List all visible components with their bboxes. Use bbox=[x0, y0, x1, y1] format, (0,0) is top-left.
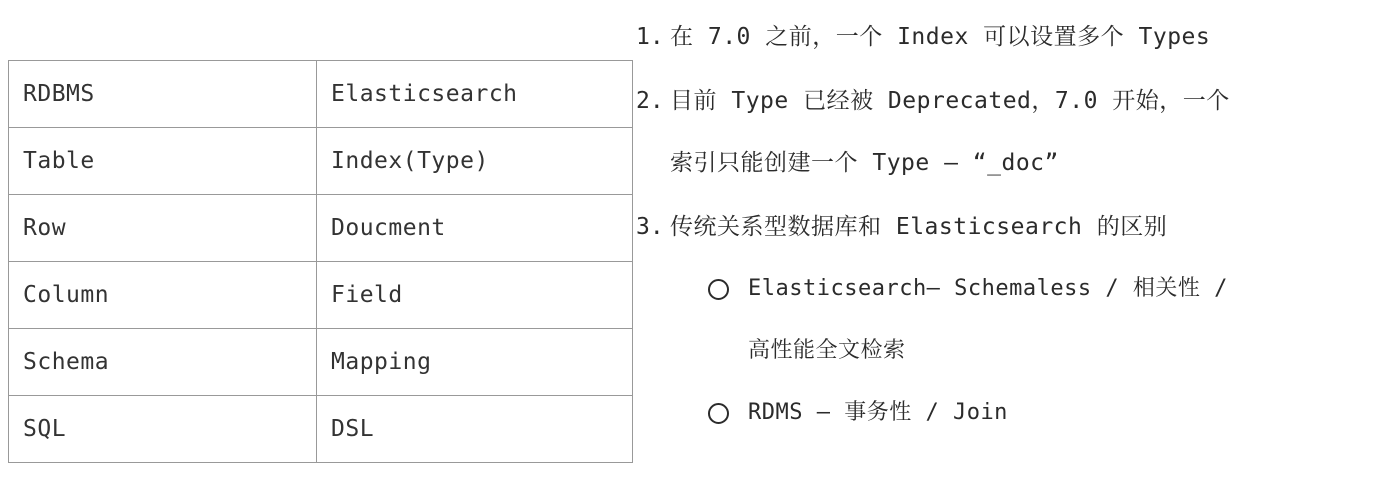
table-row bbox=[9, 329, 633, 396]
notes-region bbox=[612, 0, 1382, 504]
table-row bbox=[9, 61, 633, 128]
table-row bbox=[9, 128, 633, 195]
table-cell-es-term: Elasticsearch bbox=[317, 61, 633, 128]
list-item bbox=[612, 6, 1382, 68]
list-item-line: 传统关系型数据库和 Elasticsearch 的区别 bbox=[670, 214, 1168, 240]
circle-bullet-icon bbox=[708, 258, 748, 320]
table-cell-es-term: Field bbox=[317, 262, 633, 329]
table-row bbox=[9, 262, 633, 329]
table-cell-rdbms-term: Column bbox=[9, 262, 317, 329]
list-item-line: 目前 Type 已经被 Deprecated，7.0 开始，一个 bbox=[670, 88, 1230, 114]
table-cell-es-term: Index(Type) bbox=[317, 128, 633, 195]
table-cell-rdbms-term: Schema bbox=[9, 329, 317, 396]
circle-bullet-icon bbox=[708, 382, 748, 444]
sub-list-item-line: 高性能全文检索 bbox=[748, 338, 906, 363]
table-cell-es-term: DSL bbox=[317, 396, 633, 463]
table-cell-rdbms-term: Table bbox=[9, 128, 317, 195]
table-row bbox=[9, 195, 633, 262]
sub-list-item-line: RDMS – 事务性 / Join bbox=[748, 400, 1008, 425]
list-item-body bbox=[670, 6, 1382, 68]
list-item-line: 索引只能创建一个 Type – “_doc” bbox=[670, 150, 1059, 176]
table-cell-rdbms-term: RDBMS bbox=[9, 61, 317, 128]
sub-list bbox=[670, 258, 1382, 444]
sub-list-item bbox=[670, 258, 1382, 382]
list-item-number: 2. bbox=[636, 88, 664, 114]
list-item bbox=[612, 70, 1382, 194]
list-item-line: 在 7.0 之前，一个 Index 可以设置多个 Types bbox=[670, 24, 1211, 50]
list-item-body bbox=[670, 70, 1382, 194]
sub-list-item bbox=[670, 382, 1382, 444]
list-item-body bbox=[670, 196, 1382, 444]
table-cell-rdbms-term: SQL bbox=[9, 396, 317, 463]
list-item-number: 3. bbox=[636, 214, 664, 240]
table-row bbox=[9, 396, 633, 463]
list-item-number: 1. bbox=[636, 24, 664, 50]
table-cell-rdbms-term: Row bbox=[9, 195, 317, 262]
comparison-table-region bbox=[0, 0, 612, 504]
sub-list-item-body bbox=[748, 258, 1228, 382]
rdbms-elasticsearch-comparison-table bbox=[8, 60, 633, 463]
list-item bbox=[612, 196, 1382, 444]
table-cell-es-term: Doucment bbox=[317, 195, 633, 262]
sub-list-item-body bbox=[748, 382, 1008, 444]
table-cell-es-term: Mapping bbox=[317, 329, 633, 396]
sub-list-item-line: Elasticsearch– Schemaless / 相关性 / bbox=[748, 276, 1228, 301]
